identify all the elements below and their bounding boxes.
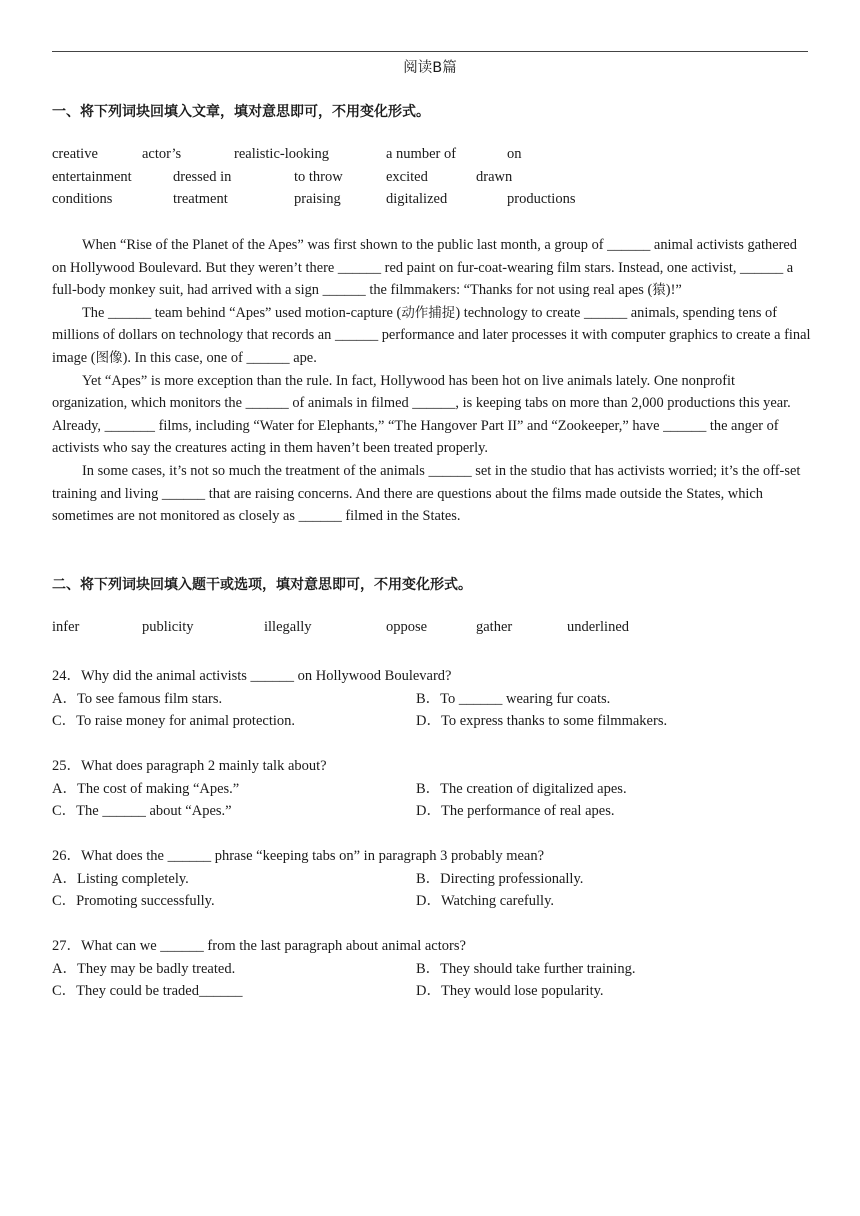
text: that are raising concerns. And there are questions about the films made outside the States, which sometimes are not monitored as closely as [52, 485, 763, 525]
text: )!” [665, 282, 682, 299]
word-bank-item: entertainment [52, 169, 132, 185]
question-stem: 27．What can we ______ from the last paragraph about animal actors? [52, 938, 466, 954]
text: team behind “Apes” used motion-capture ( [151, 304, 402, 321]
word-bank-item: praising [294, 191, 341, 207]
word-bank-item: digitalized [386, 191, 448, 207]
option-a: A．Listing completely. [52, 871, 189, 887]
word-bank-item: dressed in [173, 169, 232, 185]
blank: ______ [298, 508, 342, 525]
word-bank-item: realistic-looking [234, 146, 330, 162]
option-d: D．The performance of real apes. [416, 803, 615, 819]
gloss: 动作捕捉 [401, 304, 456, 321]
blank: ______ [337, 259, 382, 276]
word-bank-item: productions [507, 191, 576, 207]
word-bank-item: a number of [386, 146, 457, 162]
option-c: C．The ______ about “Apes.” [52, 803, 232, 819]
question-stem: 25．What does paragraph 2 mainly talk about? [52, 758, 327, 774]
option-a: A．To see famous film stars. [52, 691, 223, 707]
blank: ______ [740, 259, 784, 276]
option-b: B．They should take further training. [416, 961, 636, 977]
blank: ______ [245, 395, 289, 412]
word-bank-item: drawn [476, 169, 513, 185]
blank: ______ [412, 395, 456, 412]
option-b: B．Directing professionally. [416, 871, 584, 887]
word-bank-item: to throw [294, 169, 343, 185]
reading-passage [52, 234, 812, 528]
text: animals, spending tens of millions of dollars on technology that records an [52, 304, 778, 344]
word-bank-item: excited [386, 169, 428, 185]
option-a: A．The cost of making “Apes.” [52, 781, 240, 797]
blank: ______ [607, 237, 651, 253]
text: ) technology to create [455, 304, 584, 321]
word-bank-item: illegally [264, 619, 312, 635]
paragraph-1 [52, 234, 812, 302]
option-b: B．To ______ wearing fur coats. [416, 691, 611, 707]
text: the anger of activists who say the creatures acting in them haven’t been treated properly. [52, 417, 779, 457]
text: films, including “Water for Elephants,” “The Hangover Part II” and “Zookeeper,” have [154, 417, 664, 434]
question-stem: 26．What does the ______ phrase “keeping tabs on” in paragraph 3 probably mean? [52, 848, 545, 864]
section1-heading: 一、将下列词块回填入文章，填对意思即可，不用变化形式。 [52, 104, 430, 120]
word-bank-item: oppose [386, 619, 428, 635]
paragraph-3 [52, 370, 812, 460]
text: Yet “Apes” is more exception than the rule. In fact, Hollywood has been hot on live animals lately. One nonprofit organization, which monitors the [52, 372, 736, 412]
word-bank-item: actor’s [142, 146, 182, 162]
blank: _______ [104, 417, 155, 434]
text: filmed in the States. [341, 508, 461, 525]
option-a: A．They may be badly treated. [52, 961, 236, 977]
paragraph-4 [52, 460, 812, 528]
option-c: C．They could be traded______ [52, 983, 243, 999]
word-bank-item: creative [52, 146, 98, 162]
text: the filmmakers: “Thanks for not using real apes ( [365, 282, 653, 299]
blank: ______ [322, 282, 366, 299]
gloss: 猿 [652, 282, 666, 299]
blank: ______ [161, 485, 206, 502]
text: In some cases, it’s not so much the treatment of the animals [82, 462, 429, 479]
paragraph-2 [52, 302, 812, 370]
text: performance and later processes it with computer graphics to create a final image ( [52, 327, 811, 366]
text: of animals in filmed [288, 395, 413, 412]
option-d: D．They would lose popularity. [416, 983, 604, 999]
blank: ______ [663, 417, 707, 434]
word-bank-item: on [507, 146, 522, 162]
text: The [82, 304, 108, 321]
option-d: D．To express thanks to some filmmakers. [416, 713, 668, 729]
text: red paint on fur-coat-wearing film stars. Instead, one activist, [381, 259, 741, 276]
word-bank-item: infer [52, 619, 80, 635]
blank: ______ [246, 349, 290, 366]
blank: ______ [428, 462, 472, 479]
section2-heading: 二、将下列词块回填入题干或选项，填对意思即可，不用变化形式。 [52, 577, 472, 593]
blank: ______ [107, 304, 152, 321]
blank: ______ [334, 327, 379, 344]
text: set in the studio that has activists worried; it’s the off-set training and living [52, 462, 801, 502]
word-bank-item: gather [476, 619, 513, 635]
word-bank-item: publicity [142, 619, 194, 635]
option-d: D．Watching carefully. [416, 893, 555, 909]
text: ape. [289, 349, 317, 366]
text: a full-body monkey suit, had arrived with a sign [52, 259, 794, 299]
word-bank-item: conditions [52, 191, 113, 207]
blank: ______ [583, 304, 628, 321]
top-rule [52, 51, 808, 52]
text: , is keeping tabs on more than 2,000 productions this year. Already, [52, 395, 791, 434]
word-bank-item: treatment [173, 191, 228, 207]
page-title: 阅读B篇 [403, 60, 457, 76]
text: ). In this case, one of [122, 349, 247, 366]
question-stem: 24．Why did the animal activists ______ on Hollywood Boulevard? [52, 668, 452, 684]
option-b: B．The creation of digitalized apes. [416, 781, 627, 797]
option-c: C．To raise money for animal protection. [52, 713, 296, 729]
text: When “Rise of the Planet of the Apes” was first shown to the public last month, a group of [82, 237, 608, 253]
gloss: 图像 [95, 349, 123, 366]
option-c: C．Promoting successfully. [52, 893, 215, 909]
text: animal activists gathered on Hollywood Boulevard. But they weren’t there [52, 237, 797, 276]
word-bank-item: underlined [567, 619, 630, 635]
